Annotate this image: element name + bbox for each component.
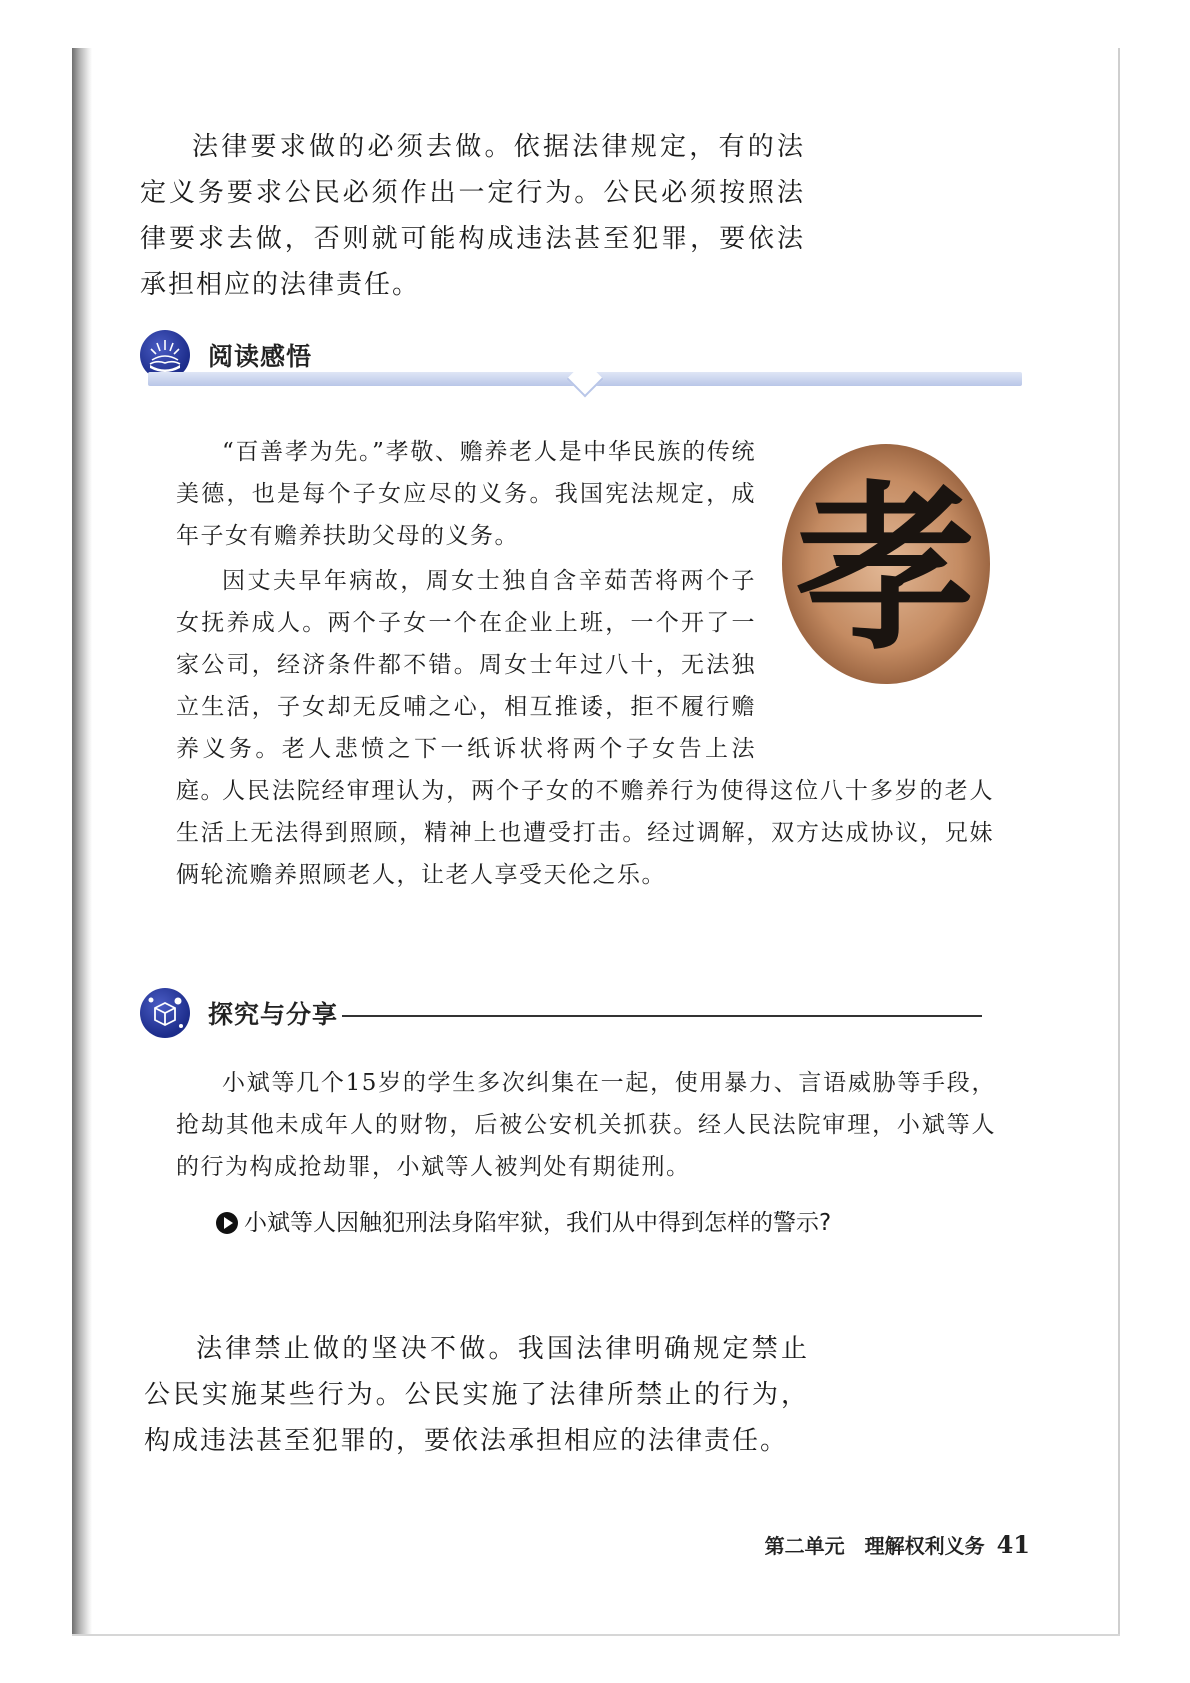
reading-paragraph-3: 人民法院经审理认为，两个子女的不赡养行为使得这位八十多岁的老人生活上无法得到照顾，精神上也遭受打击。经过调解，双方达成协议，兄妹俩轮流赡养照顾老人，让老人享受天伦之乐。 (176, 778, 994, 888)
reading-paragraph-1: “百善孝为先。”孝敬、赡养老人是中华民族的传统美德，也是每个子女应尽的义务。我国宪法规定，成年子女有赡养扶助父母的义务。 (176, 439, 756, 549)
explore-question (216, 1206, 976, 1240)
explore-paragraph: 小斌等几个15岁的学生多次纠集在一起，使用暴力、言语威胁等手段，抢劫其他未成年人的财物，后被公安机关抓获。经人民法院审理，小斌等人的行为构成抢劫罪，小斌等人被判处有期徒刑。 (176, 1070, 996, 1180)
page-footer (760, 1530, 1030, 1559)
reading-section-title: 阅读感悟 (208, 342, 313, 371)
explore-section-header (140, 988, 338, 1038)
explore-question-text: 小斌等人因触犯刑法身陷牢狱，我们从中得到怎样的警示? (244, 1210, 832, 1236)
page-number: 41 (996, 1530, 1030, 1559)
xiao-calligraphy-image (780, 442, 992, 686)
explore-cube-icon (140, 988, 190, 1038)
paragraph-bottom: 法律禁止做的坚决不做。我国法律明确规定禁止公民实施某些行为。公民实施了法律所禁止的行为，构成违法甚至犯罪的，要依法承担相应的法律责任。 (144, 1334, 809, 1456)
page-bottom-edge (72, 1634, 1120, 1636)
page-right-edge (1118, 48, 1120, 1636)
book-spine-shadow (72, 48, 92, 1636)
explore-section-title: 探究与分享 (208, 1000, 339, 1029)
calligraphy-char: 孝 (795, 464, 977, 675)
reading-paragraph-2: 因丈夫早年病故，周女士独自含辛茹苦将两个子女抚养成人。两个子女一个在企业上班，一个开了一家公司，经济条件都不错。周女士年过八十，无法独立生活，子女却无反哺之心，相互推诿，拒不履行赡养义务。老人悲愤之下一纸诉状将两个子女告上法庭。 (176, 568, 756, 804)
footer-unit-title: 第二单元 理解权利义务 (764, 1534, 985, 1558)
explore-header-rule (342, 1015, 982, 1017)
play-arrow-icon (216, 1212, 238, 1234)
paragraph-top: 法律要求做的必须去做。依据法律规定，有的法定义务要求公民必须作出一定行为。公民必须按照法律要求去做，否则就可能构成违法甚至犯罪，要依法承担相应的法律责任。 (140, 132, 805, 300)
